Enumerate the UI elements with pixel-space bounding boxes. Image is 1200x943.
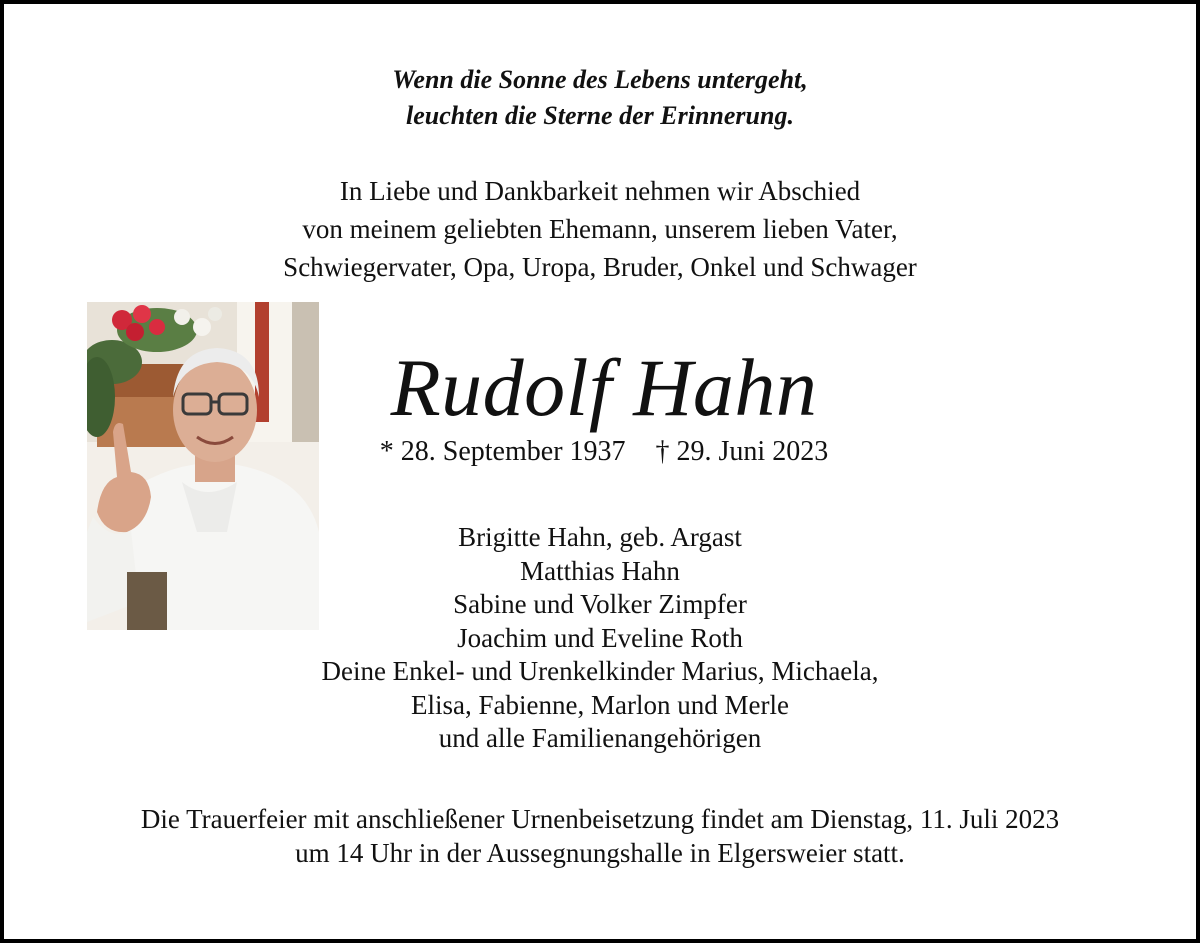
mourner-line: Sabine und Volker Zimpfer	[453, 589, 747, 619]
mourner-line: Matthias Hahn	[520, 555, 680, 586]
funeral-service-info	[4, 802, 1196, 870]
deceased-name: Rudolf Hahn	[390, 342, 818, 433]
mourner-line: Deine Enkel- und Urenkelkinder Marius, Michaela,	[321, 656, 879, 686]
mourners-list	[4, 521, 1196, 756]
quote-line: leuchten die Sterne der Erinnerung.	[406, 101, 794, 130]
intro-line: Schwiegervater, Opa, Uropa, Bruder, Onkel und Schwager	[283, 252, 917, 282]
mourner-line: Brigitte Hahn, geb. Argast	[458, 522, 742, 552]
mourner-line: und alle Familienangehörigen	[438, 723, 762, 753]
farewell-intro	[4, 172, 1196, 286]
quote-line: Wenn die Sonne des Lebens untergeht,	[392, 65, 808, 94]
mourner-line: Elisa, Fabienne, Marlon und Merle	[411, 689, 789, 720]
mourner-line: Joachim und Eveline Roth	[457, 622, 743, 653]
intro-line: von meinem geliebten Ehemann, unserem lieben Vater,	[302, 214, 898, 244]
death-date: † 29. Juni 2023	[655, 436, 829, 467]
memorial-quote	[4, 62, 1196, 134]
intro-line: In Liebe und Dankbarkeit nehmen wir Abschied	[339, 176, 861, 206]
birth-date: * 28. September 1937	[379, 436, 626, 467]
service-line: um 14 Uhr in der Aussegnungshalle in Elgersweier statt.	[295, 838, 905, 868]
service-line: Die Trauerfeier mit anschließener Urnenbeisetzung findet am Dienstag, 11. Juli 2023	[140, 804, 1060, 834]
life-dates	[304, 434, 904, 470]
